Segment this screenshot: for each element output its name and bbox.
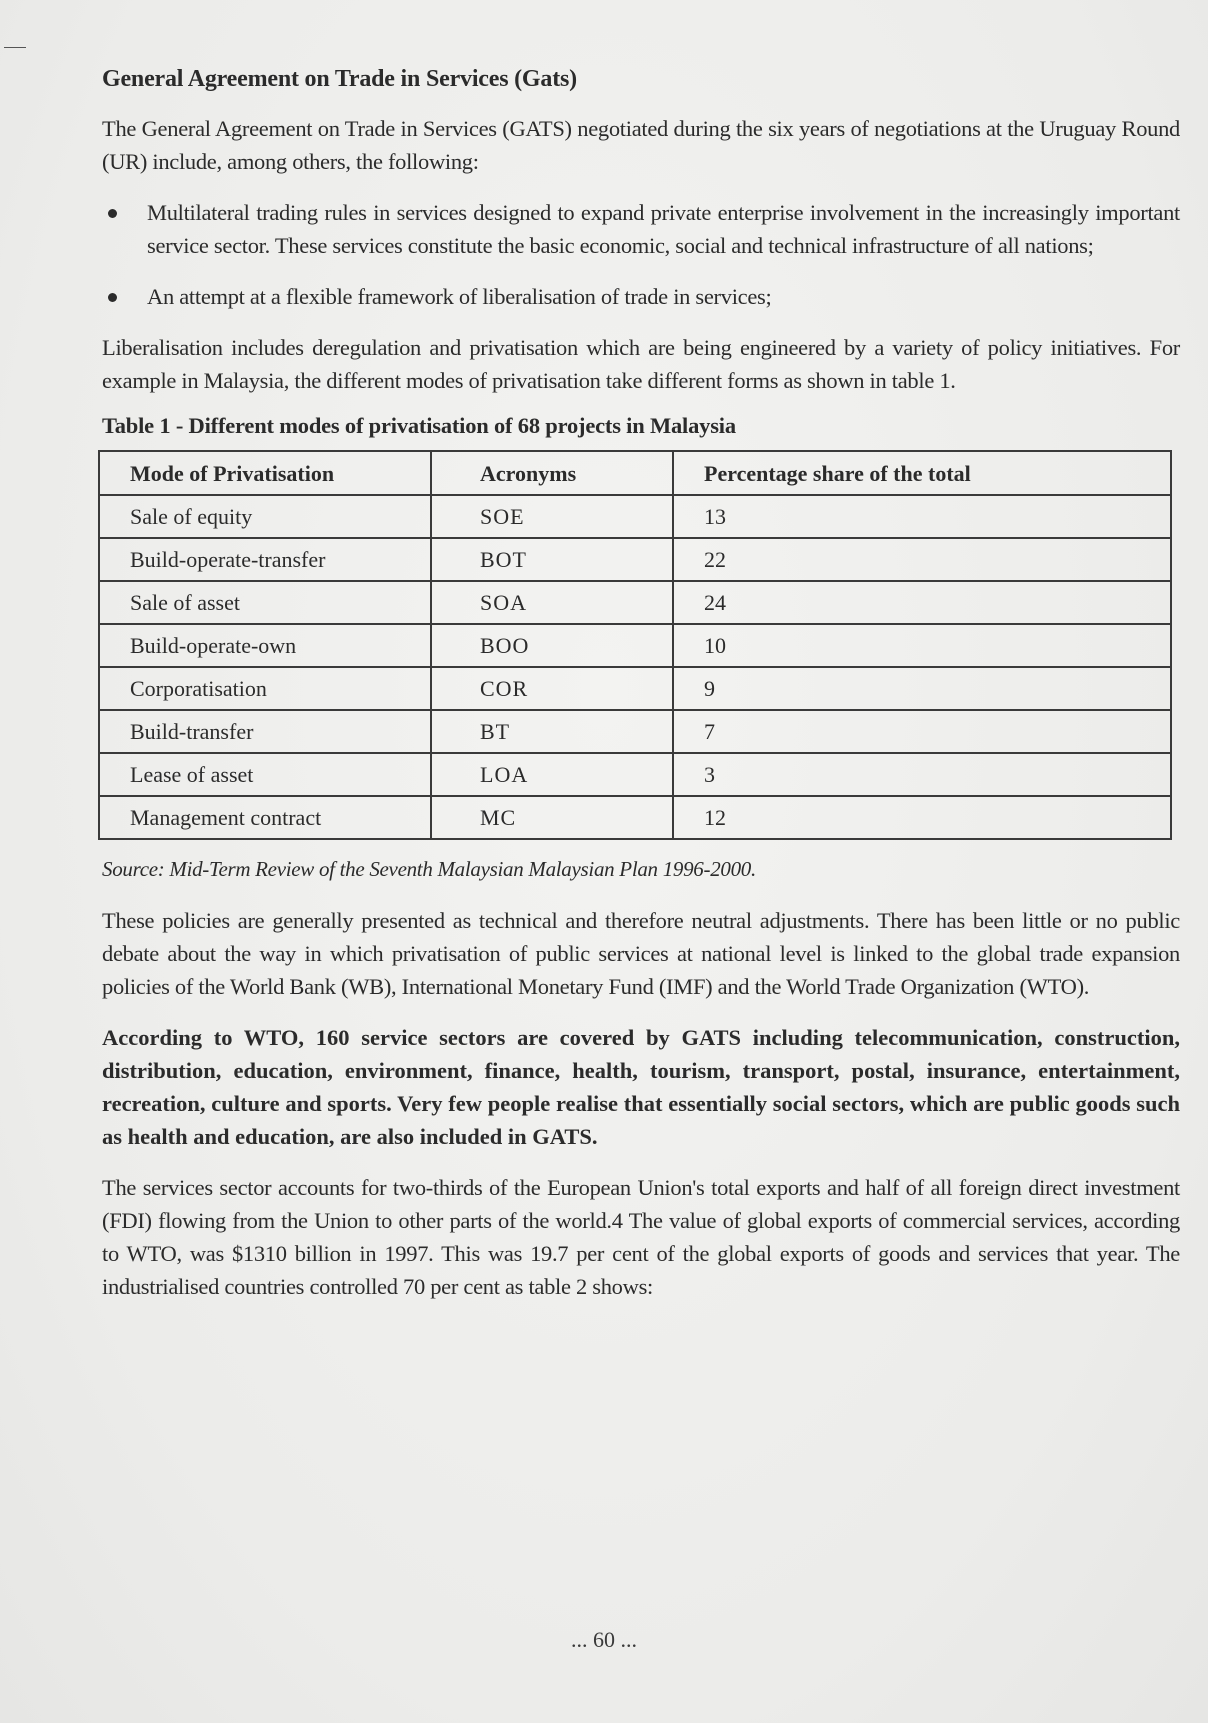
bullet-item: [102, 280, 1180, 313]
acronym-cell: BT: [431, 710, 673, 753]
section-heading: General Agreement on Trade in Services (Gats): [102, 66, 577, 92]
acronym-cell: SOE: [431, 495, 673, 538]
percentage-cell: 24: [673, 581, 1171, 624]
percentage-cell: 10: [673, 624, 1171, 667]
acronym-cell: SOA: [431, 581, 673, 624]
acronym-cell: BOO: [431, 624, 673, 667]
column-header: Acronyms: [431, 451, 673, 495]
table-row: [99, 624, 1171, 667]
bullet-item: [102, 196, 1180, 262]
mode-cell: Build-operate-transfer: [99, 538, 431, 581]
mode-cell: Sale of asset: [99, 581, 431, 624]
acronym-cell: COR: [431, 667, 673, 710]
table-source-note: Source: Mid-Term Review of the Seventh Malaysian Malaysian Plan 1996-2000.: [102, 857, 756, 881]
table-row: [99, 538, 1171, 581]
policies-paragraph: These policies are generally presented as technical and therefore neutral adjustments. There has been little or no public debate about the way in which privatisation of public services at national level is linked to the global trade expansion policies of the World Bank (WB), International Monetary Fund (IMF) and the World Trade Organization (WTO).: [102, 908, 1180, 999]
bullet-dot-icon: [108, 293, 117, 302]
table-row: [99, 796, 1171, 839]
table-row: [99, 753, 1171, 796]
mode-cell: Lease of asset: [99, 753, 431, 796]
acronym-cell: MC: [431, 796, 673, 839]
table-row: [99, 710, 1171, 753]
mode-cell: Sale of equity: [99, 495, 431, 538]
column-header: Percentage share of the total: [673, 451, 1171, 495]
table-row: [99, 581, 1171, 624]
percentage-cell: 22: [673, 538, 1171, 581]
page-number: ... 60 ...: [571, 1627, 637, 1652]
mode-cell: Management contract: [99, 796, 431, 839]
liberalisation-paragraph: Liberalisation includes deregulation and privatisation which are being engineered by a variety of policy initiatives. For example in Malaysia, the different modes of privatisation take different forms as shown in table 1.: [102, 335, 1180, 393]
wto-paragraph: According to WTO, 160 service sectors are covered by GATS including telecommunication, construction, distribution, education, environment, finance, health, tourism, transport, postal, insurance, entertainment, recreation, culture and sports. Very few people realise that essentially social sectors, which are public goods such as health and education, are also included in GATS.: [102, 1025, 1180, 1149]
bullet-dot-icon: [108, 209, 117, 218]
percentage-cell: 9: [673, 667, 1171, 710]
acronym-cell: BOT: [431, 538, 673, 581]
table-row: [99, 667, 1171, 710]
percentage-cell: 12: [673, 796, 1171, 839]
table-header-row: [99, 451, 1171, 495]
margin-mark: [4, 47, 26, 48]
privatisation-table: [98, 450, 1172, 840]
services-paragraph: The services sector accounts for two-thirds of the European Union's total exports and half of all foreign direct investment (FDI) flowing from the Union to other parts of the world.4 The value of global exports of commercial services, according to WTO, was $1310 billion in 1997. This was 19.7 per cent of the global exports of goods and services that year. The industrialised countries controlled 70 per cent as table 2 shows:: [102, 1175, 1180, 1299]
percentage-cell: 3: [673, 753, 1171, 796]
table-title: Table 1 - Different modes of privatisation of 68 projects in Malaysia: [102, 413, 736, 438]
intro-paragraph: The General Agreement on Trade in Services (GATS) negotiated during the six years of negotiations at the Uruguay Round (UR) include, among others, the following:: [102, 116, 1180, 174]
acronym-cell: LOA: [431, 753, 673, 796]
page-content: [102, 62, 1180, 1303]
mode-cell: Build-transfer: [99, 710, 431, 753]
bullet-text: An attempt at a flexible framework of liberalisation of trade in services;: [147, 284, 772, 309]
column-header: Mode of Privatisation: [99, 451, 431, 495]
table-row: [99, 495, 1171, 538]
mode-cell: Corporatisation: [99, 667, 431, 710]
percentage-cell: 13: [673, 495, 1171, 538]
gats-bullet-list: [102, 196, 1180, 313]
bullet-text: Multilateral trading rules in services designed to expand private enterprise involvement in the increasingly important service sector. These services constitute the basic economic, social and technical infrastructure of all nations;: [147, 200, 1180, 258]
mode-cell: Build-operate-own: [99, 624, 431, 667]
percentage-cell: 7: [673, 710, 1171, 753]
